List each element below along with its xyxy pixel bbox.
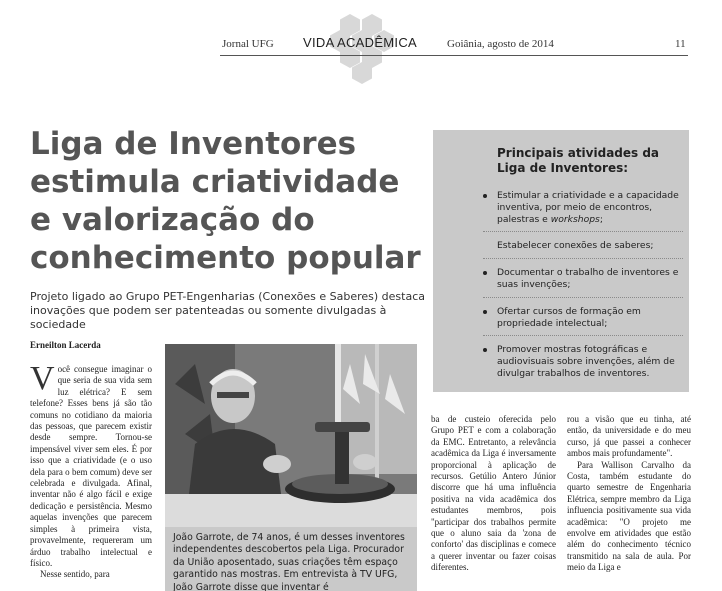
list-item-emphasis: workshops [550, 213, 600, 225]
col4-paragraph-2: Para Wallison Carvalho da Costa, também estudante do quarto semestre de Engenharia Elétrica, sempre membro da Liga influencia positivamente sua vida acadêmica: "O projeto me envolve em atividades que estão além do conhecimento técnico transmitido na sala de aula. Por meio da Liga e [567, 459, 691, 573]
bullet-icon [483, 310, 487, 314]
place-date: Goiânia, agosto de 2014 [447, 38, 554, 50]
list-item [483, 240, 683, 259]
article-subtitle: Projeto ligado ao Grupo PET-Engenharias (Conexões e Saberes) destaca inovações que podem ser patenteadas ou somente divulgadas à sociedade [30, 290, 425, 331]
list-item-tail: ; [599, 213, 603, 225]
activities-list [483, 190, 683, 394]
col1-paragraph-2: Nesse sentido, para [40, 569, 110, 580]
list-item-text: Promover mostras fotográficas e audiovisuais sobre invenções, além de divulgar trabalhos de inventores. [497, 344, 675, 379]
body-column-1 [30, 360, 152, 581]
title-line: estimula criatividade [30, 164, 400, 200]
list-item-text: Documentar o trabalho de inventores e suas invenções; [497, 267, 679, 290]
page-number: 11 [675, 38, 686, 50]
dropcap: V [30, 360, 55, 397]
body-column-3: ba de custeio oferecida pelo Grupo PET e com a colaboração da EMC. Entretanto, a relevância acadêmica da Liga é inversamente proporcional à aplicação de recursos. Getúlio Antero Júnior discorre que há uma influência positiva na vida acadêmica dos estudantes membros, pois "participar dos trabalhos permite que o aluno saia da 'zona de conforto' das disciplinas e comece a querer inventar ou fazer coisas diferentes. [431, 414, 556, 573]
body-column-4 [567, 414, 691, 574]
col4-paragraph-1: rou a visão que eu tinha, até então, da universidade e do meu curso, já que passei a conhecer ambos mais profundamente". [567, 414, 691, 459]
activities-sidebar [433, 130, 689, 392]
journal-name: Jornal UFG [222, 38, 274, 50]
article-title [30, 125, 430, 277]
title-line: Liga de Inventores [30, 126, 357, 162]
list-item [483, 190, 683, 232]
list-item [483, 306, 683, 337]
list-item-text: Estabelecer conexões de saberes; [497, 240, 654, 252]
photo-caption: João Garrote, de 74 anos, é um desses inventores independentes descobertos pela Liga. Procurador da União aposentado, suas criações têm espaço garantido nas mostras. Em entrevista à TV UFG, João Garrote disse que inventar é [165, 527, 417, 591]
list-item [483, 267, 683, 298]
bullet-icon [483, 348, 487, 352]
author-byline: Erneilton Lacerda [30, 340, 101, 350]
col1-paragraph: ocê consegue imaginar o que seria de sua vida sem luz elétrica? E sem telefone? Esses bens já são tão comuns no cotidiano da maioria das pessoas, que parecem existir desde sempre. Tornou-se impensável viver sem eles. É por isso que a criatividade (e o uso dela para o bem comum) deve ser celebrada e divulgada. Afinal, inventar não é algo fácil e exige dedicação e persistência. Mesmo aquelas invenções que parecem simples à primeira vista, provavelmente, requereram um árduo trabalho intelectual e físico. [30, 364, 152, 568]
inventor-photo [165, 344, 417, 527]
list-item [483, 344, 683, 385]
header-rule [220, 55, 688, 56]
section-title: VIDA ACADÊMICA [303, 35, 418, 50]
bullet-icon [483, 271, 487, 275]
title-line: e valorização do [30, 202, 315, 238]
list-item-text: Ofertar cursos de formação em propriedade intelectual; [497, 305, 641, 329]
sidebar-title: Principais atividades da Liga de Inventores: [497, 146, 660, 175]
list-item-text: Estimular a criatividade e a capacidade inventiva, por meio de encontros, palestras e [497, 190, 679, 225]
title-line: conhecimento popular [30, 240, 421, 276]
bullet-icon [483, 194, 487, 198]
